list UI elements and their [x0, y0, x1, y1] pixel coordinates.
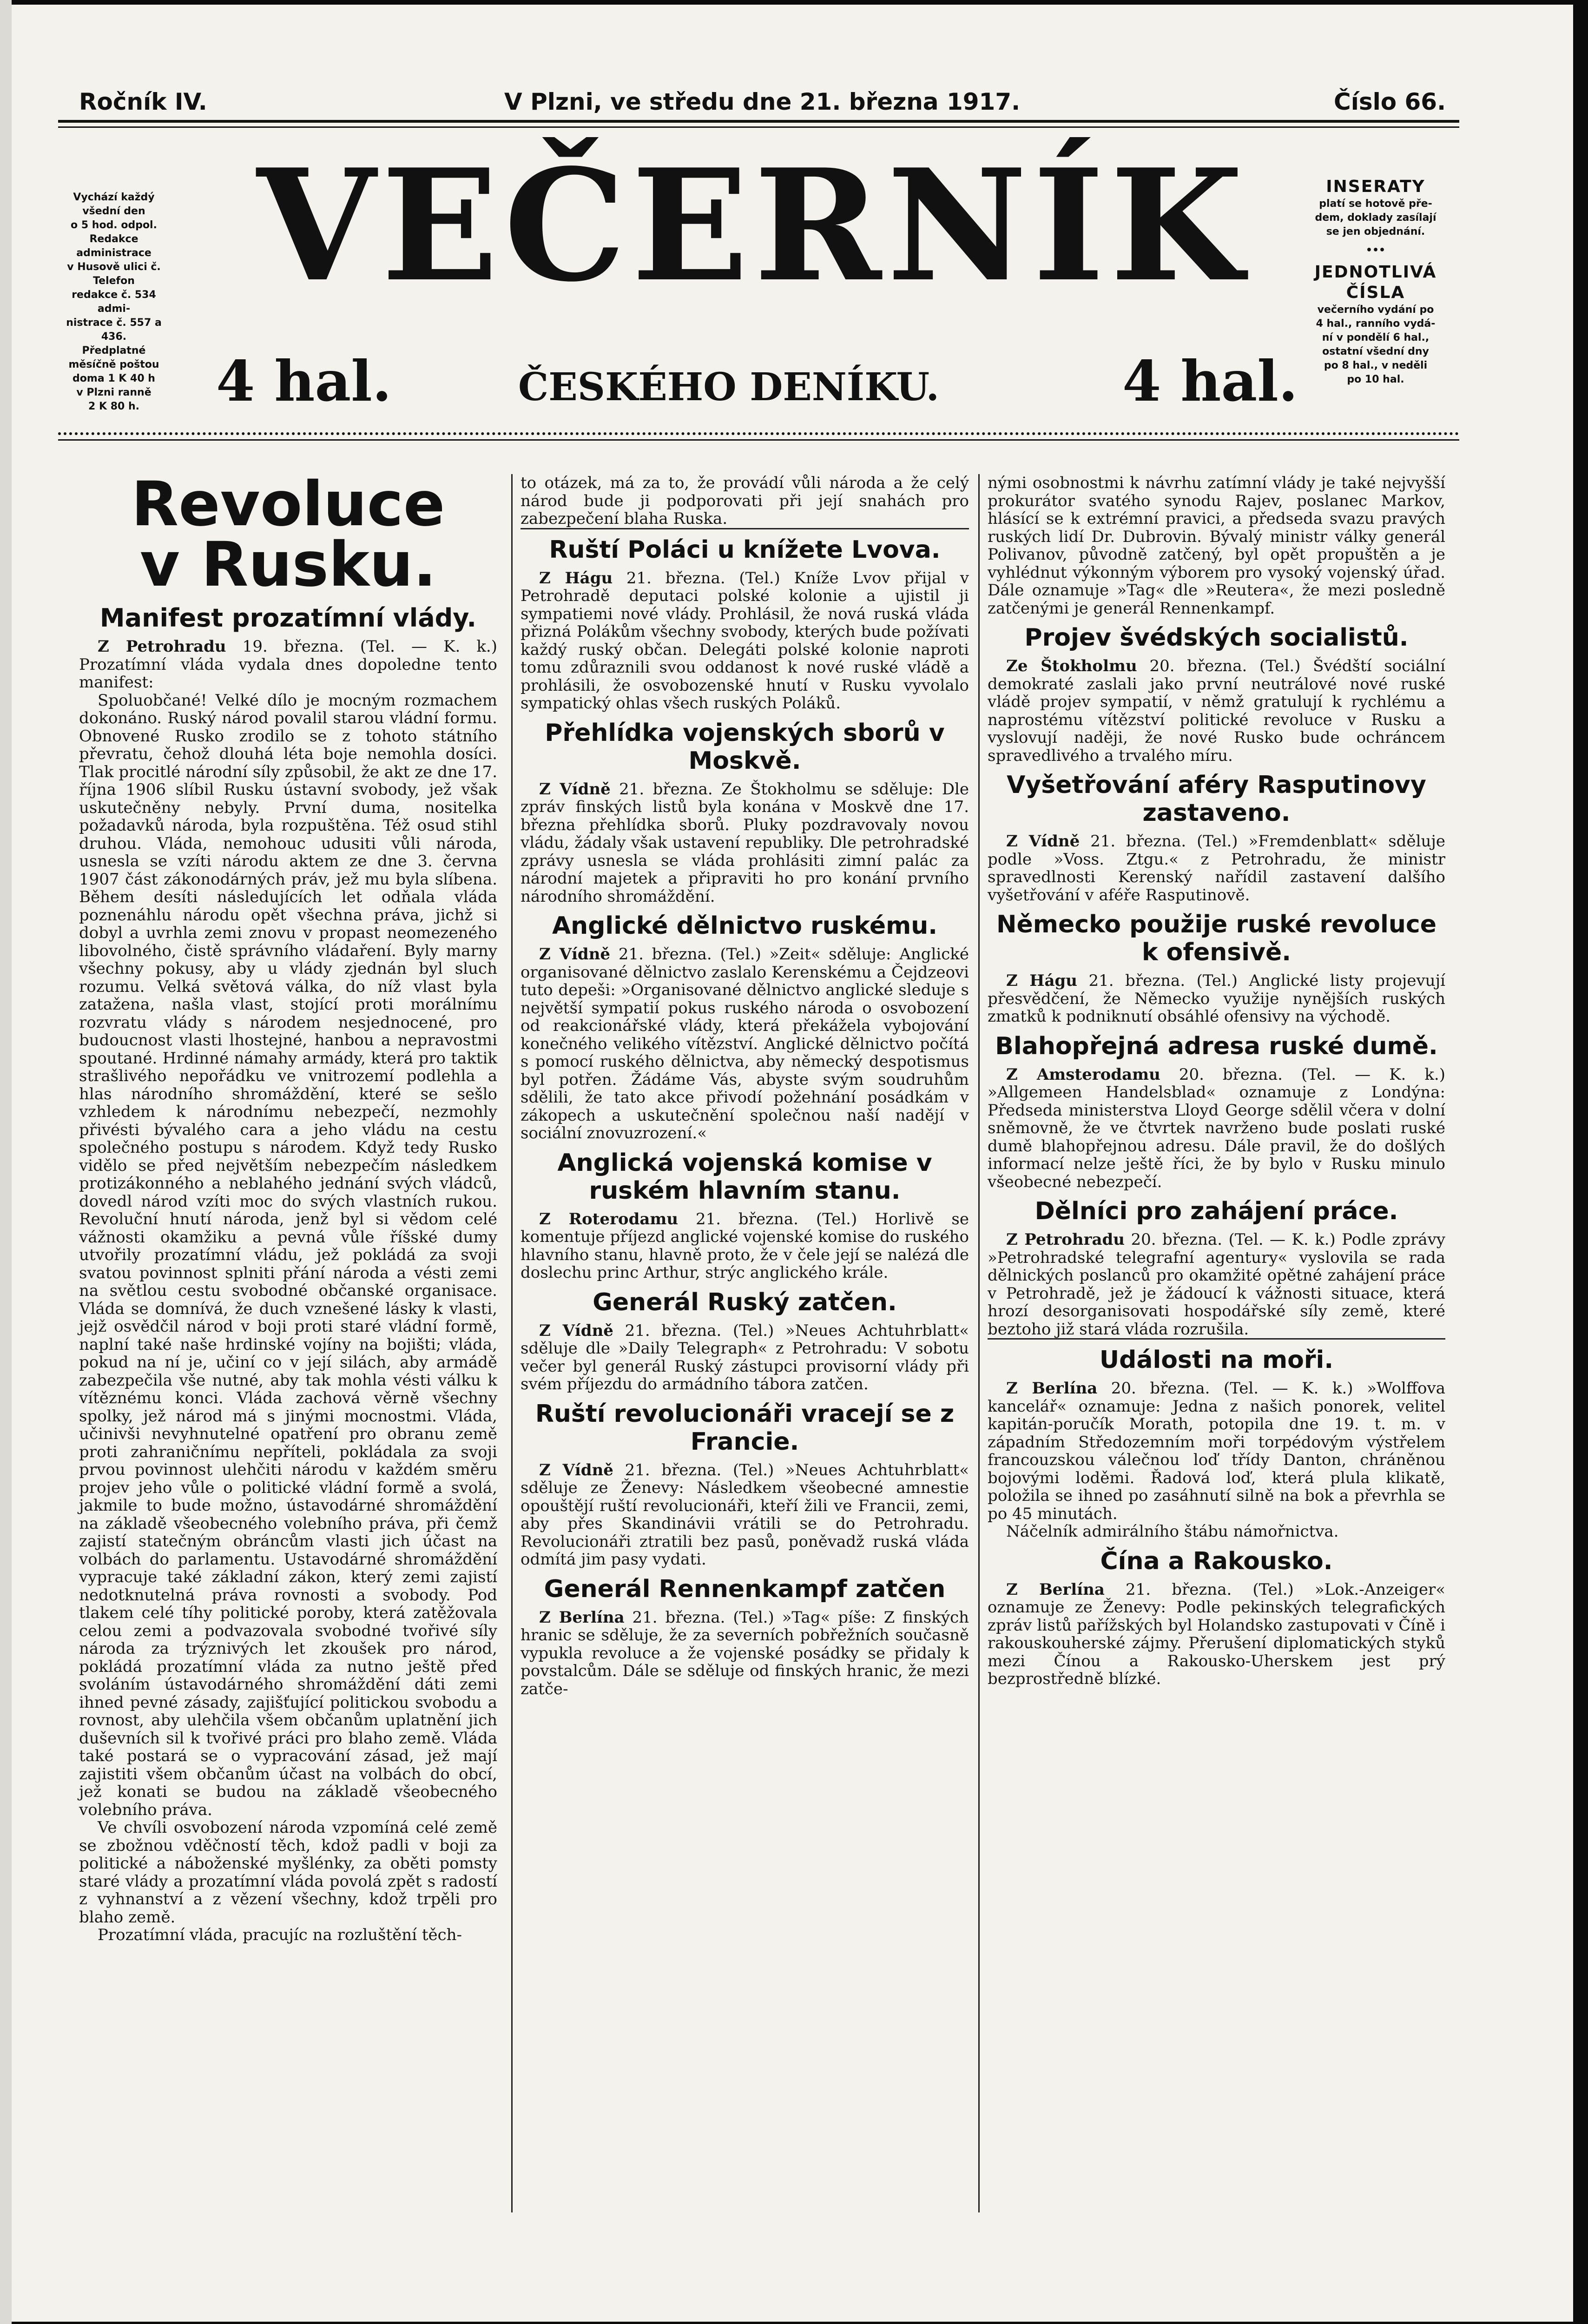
manifest-lead: Z Petrohradu 19. března. (Tel. — K. k.) Prozatímní vláda vydala dnes dopoledne tento manifest:: [79, 637, 497, 692]
price-right: 4 hal.: [1122, 349, 1298, 414]
scan-right-margin: [1573, 0, 1588, 2324]
column-rule-1: [511, 474, 513, 2212]
header-rule-thin: [58, 126, 1459, 128]
masthead-dotted-rule: [58, 432, 1459, 435]
article-swedish-socialists: Projev švédských socialistů. Ze Štokholmu 20. března. (Tel.) Švédští sociální demokraté zaslali jako první neutrálové nové ruské vládě projev sympatií, v němž gratulují k rychlému a naprostému vítězství politické revoluce v Rusku a vyslovují naději, že nové Rusko bude ochráncem spravedlivého a trvalého míru.: [988, 624, 1445, 765]
article-rennenkampf: Generál Rennenkampf zatčen Z Berlína 21. března. (Tel.) »Tag« píše: Z finských hranic se sděluje, že za severních pobřežních současně vypukla revoluce a že vojenské posádky se přidaly k povstalcům. Dále se sděluje od finských hranic, že mezi zatče-: [521, 1575, 969, 1698]
column-rule-2: [978, 474, 980, 2212]
article-workers-resume: Dělníci pro zahájení práce. Z Petrohradu 20. března. (Tel. — K. k.) Podle zprávy »Petrohradské telegrafní agentury« vyslovila se rada dělnických poslanců pro okamžité opětné zahájení práce v Petrohradě, jež je žádoucí k vážnosti situace, která hrozí desorganisovati hospodářské síly země, které beztoho již stará vláda rozrušila.: [988, 1197, 1445, 1339]
article-general-ruzsky: Generál Ruský zatčen. Z Vídně 21. března. (Tel.) »Neues Achtuhrblatt« sděluje dle »Daily Telegraph« z Petrohradu: V sobotu večer byl generál Ruský zástupci provisorní vlády při svém příjezdu do armádního tábora zatčen.: [521, 1288, 969, 1393]
article-english-workers: Anglické dělnictvo ruskému. Z Vídně 21. března. (Tel.) »Zeit« sděluje: Anglické organisované dělnictvo zaslalo Kerenskému a Čejdzeovi tuto depeši: »Organisované dělnictvo anglické sleduje s největší sympatií pokus ruského národa o osvobození od reakcionářské vlády, která překážela vybojování konečného velikého vítězství. Anglické dělnictvo počítá s pomocí ruského dělnictva, aby německý despotismus byl potřen. Žádáme Vás, abyste svým soudruhům sdělili, že tato akce přivodí požehnání posádkám v zákopech a uskutečnění společnou naší nadějí v sociální znovuzrození.«: [521, 912, 969, 1142]
header-line: [65, 88, 1459, 115]
article-polish-lvov: Ruští Poláci u knížete Lvova. Z Hágu 21. března. (Tel.) Kníže Lvov přijal v Petrohradě deputaci polské kolonie a ujistil ji sympatiemi nové vlády. Prohlásil, že nová ruská vláda přizná Polákům všechny svobody, kterých bude požívati každý ruský občan. Delegáti polské kolonie naproti tomu zdůraznili svou oddanost k nové ruské vládě a prohlásili, že osvobozenské hnutí v Rusku vyvolalo sympatický ohlas všech ruských Poláků.: [521, 535, 969, 713]
column-2-intro: to otázek, má za to, že provádí vůli národa a že celý národ bude ji podporovati při její snahách pro zabezpečení blaha Ruska.: [521, 474, 969, 528]
issue-number: Číslo 66.: [1334, 88, 1446, 115]
article-rasputin-inquiry: Vyšetřování aféry Rasputinovy zastaveno. Z Vídně 21. března. (Tel.) »Fremdenblatt« sděluje podle »Voss. Ztgu.« z Petrohradu, že ministr spravedlnosti Kerenský nařídil zastavení dalšího vyšetřování v aféře Rasputinově.: [988, 771, 1445, 905]
column-2: [521, 474, 969, 1698]
column-3: [988, 474, 1445, 1688]
masthead-rule: [58, 439, 1459, 441]
main-headline: Revoluce v Rusku.: [131, 469, 445, 601]
newspaper-page: [12, 5, 1573, 2322]
volume-label: Ročník IV.: [79, 88, 207, 115]
masthead-title: VEČERNÍK: [257, 135, 1249, 316]
article-events-at-sea: Události na moři. Z Berlína 20. března. (Tel. — K. k.) »Wolffova kancelář« oznamuje: Jedna z našich ponorek, velitel kapitán-poručík Morath, potopila dne 19. t. m. v západním Středozemním moři torpédovým výstřelem francouzskou válečnou loď třídy Danton, chráněnou bojovými loděmi. Řadová loď, která plula klikatě, položila se ihned po zasáhnutí silně na bok a převrhla se po 45 minutách. Náčelník admirálního štábu námořnictva.: [988, 1346, 1445, 1541]
article-china-austria: Čína a Rakousko. Z Berlína 21. března. (Tel.) »Lok.-Anzeiger« oznamuje ze Ženevy: Podle pekinských telegrafických zpráv listů pařížských byl Holandsko zastupovati v Číně i rakouskouherské zájmy. Přerušení diplomatických styků mezi Čínou a Rakousko-Uherskem jest prý bezprostředně blízké.: [988, 1547, 1445, 1688]
manifest-closing: Ve chvíli osvobození národa vzpomíná celé země se zbožnou vděčností těch, kdož padli v boji za politické a náboženské myšlénky, za oběti pomsty staré vlády a prozatímní vláda povolá zpět s radostí z vyhnanství a z vězení všechny, kdož trpěli pro blaho země.: [79, 1818, 497, 1927]
article-revolutionaries-return: Ruští revolucionáři vracejí se z Francie. Z Vídně 21. března. (Tel.) »Neues Achtuhrblatt« sděluje ze Ženevy: Následkem všeobecné amnestie opouštějí ruští revolucionáři, kteří žili ve Francii, zemi, aby přes Skandinávii vrátili se do Petrohradu. Revolucionáři ztratili bez pasů, poněvadž ruská vláda odmítá jim pasy vydati.: [521, 1400, 969, 1569]
scan-left-margin: [0, 0, 12, 2324]
article-english-military-commission: Anglická vojenská komise v ruském hlavním stanu. Z Roterodamu 21. března. (Tel.) Horlivě se komentuje příjezd anglické vojenské komise do ruského hlavního stanu, hlavně proto, že v čele její se nalézá dle doslechu princ Arthur, strýc anglického krále.: [521, 1149, 969, 1282]
manifest-subheadline: Manifest prozatímní vlády.: [99, 603, 477, 633]
article-german-offensive: Německo použije ruské revoluce k ofensivě. Z Hágu 21. března. (Tel.) Anglické listy projevují přesvědčení, že Německo využije nynějších ruských zmatků k podniknutí obsáhlé ofensivy na východě.: [988, 911, 1445, 1026]
article-congratulatory-address: Blahopřejná adresa ruské dumě. Z Amsterodamu 20. března. (Tel. — K. k.) »Allgemeen Handelsblad« oznamuje z Londýna: Předseda ministerstva Lloyd George sdělil včera v dolní sněmovně, že ve čtvrtek navrženo bude poslati ruské dumě blahopřejnou adresu. Dále pravil, že do došlých informací nelze ještě říci, že by bylo v Rusku minulo všeobecné nebezpečí.: [988, 1032, 1445, 1191]
article-moscow-parade: Přehlídka vojenských sborů v Moskvě. Z Vídně 21. března. Ze Štokholmu se sděluje: Dle zpráv finských listů byla konána v Moskvě dne 17. března přehlídka sborů. Pluky pozdravovaly novou vládu, žádaly však ustavení republiky. Dle petrohradské zprávy usnesla se vláda prohlásiti zimní palác za národní majetek a připraviti ho pro konání prvního národního shromáždění.: [521, 719, 969, 906]
right-ear-box: INSERATY platí se hotově pře- dem, doklady zasílají se jen objednání. ••• JEDNOTLIVÁ ČÍSLA večerního vydání po 4 hal., ranního vydá- ní v pondělí 6 hal., ostatní všední dny po 8 hal., v neděli po 10 hal.: [1314, 177, 1437, 385]
price-left: 4 hal.: [216, 349, 392, 414]
header-rule: [58, 120, 1459, 123]
masthead-subtitle: ČESKÉHO DENÍKU.: [518, 365, 940, 409]
left-ear-box: Vychází každý všední den o 5 hod. odpol. Redakce administrace v Husově ulici č. Telefon redakce č. 534 admi- nistrace č. 557 a 436. Předplatné měsíčně poštou doma 1 K 40 h v Plzni ranně 2 K 80 h.: [66, 191, 162, 412]
column-1: [79, 469, 497, 1944]
manifest-continued: Prozatímní vláda, pracujíc na rozluštění těch-: [98, 1926, 462, 1944]
dateline: V Plzni, ve středu dne 21. března 1917.: [504, 88, 1021, 115]
column-3-intro: nými osobnostmi k návrhu zatímní vlády je také nejvyšší prokurátor svatého synodu Rajev, poslanec Markov, hlásící se k extrémní pravici, a předseda svazu pravých ruských lidí Dr. Dubrovin. Bývalý ministr války generál Polivanov, původně zatčený, byl opět propuštěn a je vyhlédnut výkonným výborem pro vysoký vojenský úřad. Dále oznamuje »Tag« dle »Reutera«, že mezi posledně zatčenými je generál Rennenkampf.: [988, 474, 1445, 618]
manifest-body: Spoluobčané! Velké dílo je mocným rozmachem dokonáno. Ruský národ povalil starou vládní formu. Obnovené Rusko zrodilo se z tohoto státního převratu, čehož dlouhá léta boje nemohla dosíci. Tlak procitlé národní síly způsobil, že akt ze dne 17. října 1906 slíbil Rusku ústavní svobody, jež však uskutečněny nebyly. První duma, nositelka požadavků národa, byla rozpuštěna. Též osud stihl druhou. Vláda, nemohouc udusiti vůli národa, usnesla se vzíti národu aktem ze dne 3. června 1907 část zákonodárných práv, jež mu byla slíbena. Během desíti následujících let odňala vláda poznenáhlu národu opět všechna práva, jichž si dobyl a uvrhla zemi znovu v propast neomezeného libovolného, čistě správního vládaření. Byly marny všechny pokusy, aby u vlády zjednán byl sluch rozumu. Velká světová válka, do níž vlast byla zatažena, našla vlast, stojící proti morálnímu rozvratu vlády s národem nesjednocené, pro budoucnost vlasti lhostejné, hanbou a nepravostmi spoutané. Hrdinné námahy armády, která pro taktik strašlivého nepořádku ve vnitrozemí podlehla a hlas národního shromáždění, které se sešlo vzhledem k národnímu nebezpečí, nezmohly přivésti bývalého cara a jeho vládu na cestu společného postupu s národem. Když tedy Rusko vidělo se před největším nebezpečím následkem protizákonného a neblahého jednání svých vládců, dovedl národ vzíti moc do svých vlastních rukou. Revoluční hnutí národa, jenž byl si vědom celé vážnosti okamžiku a pevná vůle říšské dumy utvořily prozatímní vládu, jež pokládá za svoji svatou povinnost splniti přání národa a vésti zemi na světlou cestu svobodné občanské organisace. Vláda se domnívá, že duch vznešené lásky k vlasti, jejž osvědčil národ v boji proti staré vládní formě, naplní také naše hrdinské vojíny na bojišti; vláda, pokud na ní je, učiní co v její silách, aby armádě zabezpečila vše nutné, aby tak mohla vésti válku k vítěznému konci. Vláda zachová věrně všechny spolky, jež národ má s jinými mocnostmi. Vláda, učinivši nevyhnutelné opatření pro obranu země proti zahraničnímu nepříteli, pokládala za svoji prvou povinnost ulehčiti národu v každém směru projev jeho vůle o politické vládní formě a svolá, jakmile to bude možno, ústavodárné shromáždění na základě všeobecného volebního práva, při čemž zajistí statečným obráncům vlasti jich účast na volbách do parlamentu. Ustavodárné shromáždění vypracuje také základní zákon, který zemi zajistí nedotknutelná práva rovnosti a svobody. Pod tlakem celé tíhy politické poroby, která zatěžovala celou zemi a podvazovala svobodné tvořivé síly národa za trýznivých let zkoušek pro národ, pokládá prozatímní vláda za nutno ještě před svoláním ústavodárného shromáždění dáti zemi ihned pevné zásady, zajišťující politickou svobodu a rovnost, aby ulehčila všem občanům uplatnění jich duševních sil k tvořivé práci pro blaho země. Vláda také postará se o vypracování zásad, jež mají zajistiti všem občanům účast na volbách do obcí, jež konati se budou na základě všeobecného volebního práva.: [79, 691, 497, 1819]
